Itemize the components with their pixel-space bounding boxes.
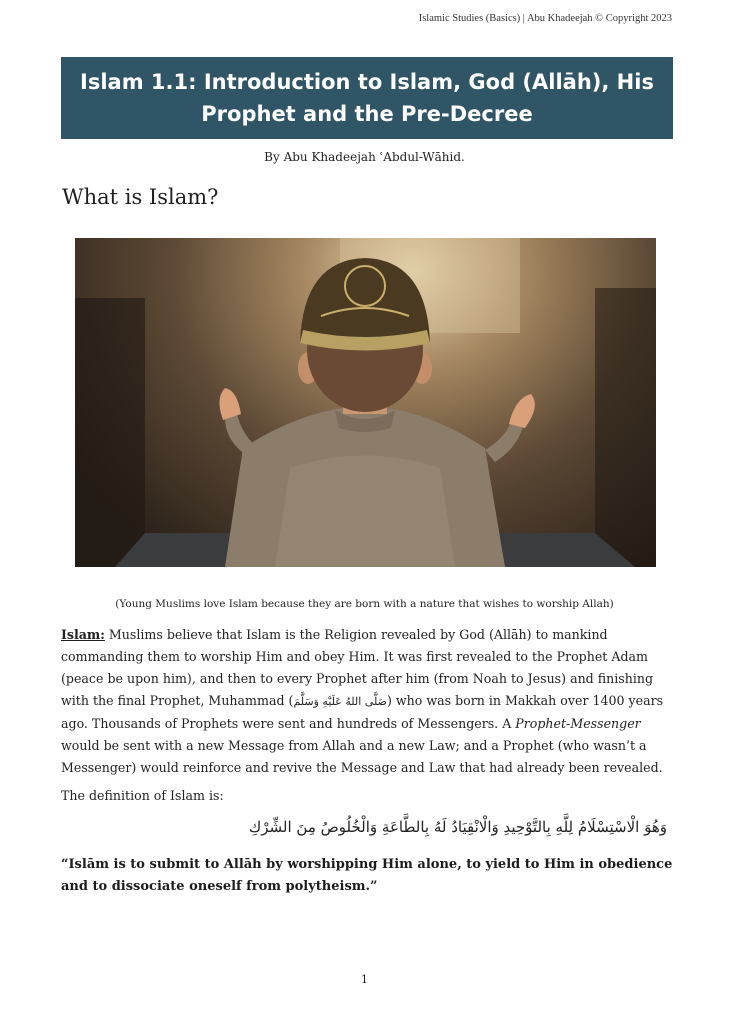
arabic-definition: وَهُوَ الْاسْتِسْلَامُ لِلَّهِ بِالتَّوْحِيدِ وَالْانْقِيَادُ لَهُ بِالطَّاعَةِ وَالْخُلُوصُ مِنَ الشِّرْكِ (248, 818, 667, 836)
praying-boy-photo (75, 238, 656, 567)
paragraph-text-1: Muslims believe that Islam is the Religion revealed by God (Allāh) to mankind commanding them to worship Him and obey Him. It was first revealed to the Prophet Adam (peace be upon him), and then to every Prophet after him (from Noah to Jesus) and finishing with the final Prophet, Muhammad ( (61, 627, 654, 708)
praying-boy-illustration (75, 238, 656, 567)
author-byline: By Abu Khadeejah ʿAbdul-Wāhid. (264, 150, 465, 164)
title-banner (61, 57, 673, 139)
term-islam: Islam: (61, 627, 105, 642)
paragraph-text-3: would be sent with a new Message from Allah and a new Law; and a Prophet (who wasn’t a Messenger) would reinforce and revive the Message and Law that had already been revealed. (61, 738, 663, 775)
islam-paragraph (61, 624, 673, 779)
figure-caption: (Young Muslims love Islam because they are born with a nature that wishes to worship Allah) (115, 598, 614, 610)
page-number: 1 (361, 973, 368, 986)
honorific-arabic: صَلَّى اللهُ عَلَيْهِ وَسَلَّمَ (293, 695, 387, 708)
running-header: Islamic Studies (Basics) | Abu Khadeejah © Copyright 2023 (418, 13, 672, 24)
paragraph-text-2: ) who was born in Makkah over 1400 years ago. Thousands of Prophets were sent and hundreds of Messengers. A (61, 693, 664, 731)
document-title: Islam 1.1: Introduction to Islam, God (Allāh), His Prophet and the Pre-Decree (80, 70, 654, 126)
definition-quote: “Islām is to submit to Allāh by worshipping Him alone, to yield to Him in obedience and to dissociate oneself from polytheism.” (61, 857, 673, 894)
section-heading: What is Islam? (62, 185, 219, 209)
definition-intro: The definition of Islam is: (61, 788, 224, 803)
prophet-messenger-emphasis: Prophet-Messenger (515, 716, 641, 731)
